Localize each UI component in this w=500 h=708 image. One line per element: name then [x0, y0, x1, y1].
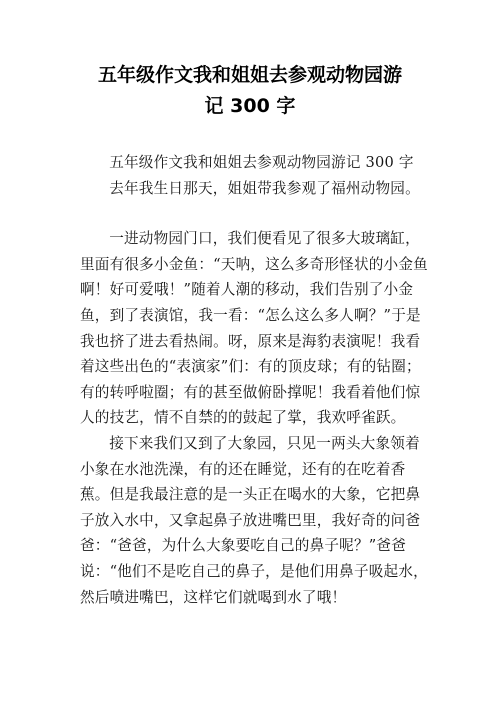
paragraph-entrance: 一进动物园门口，我们便看见了很多大玻璃缸，里面有很多小金鱼：“天呐，这么多奇形怪状的小金鱼啊！好可爱哦！”随着人潮的移动，我们告别了小金鱼，到了表演馆，我一看：“怎么这么多人啊？”于是我也挤了进去看热闹。呀，原来是海豹表演呢！我看着这些出色的“表演家”们：有的顶皮球；有的钻圈；有的转呼啦圈；有的甚至做俯卧撑呢！我看着他们惊人的技艺，情不自禁的的鼓起了掌，我欢呼雀跃。	[80, 230, 428, 427]
document-title	[60, 60, 440, 122]
paragraph-elephants: 接下来我们又到了大象园，只见一两头大象领着小象在水池洗澡，有的还在睡觉，还有的在吃着香蕉。但是我最注意的是一头正在喝水的大象，它把鼻子放入水中，又拿起鼻子放进嘴巴里，我好奇的问爸爸：“爸爸，为什么大象要吃自己的鼻子呢？”爸爸说：“他们不是吃自己的鼻子，是他们用鼻子吸起水，然后喷进嘴巴，这样它们就喝到水了哦！	[80, 434, 428, 606]
document-body	[80, 150, 432, 610]
paragraph-heading: 五年级作文我和姐姐去参观动物园游记 300 字	[109, 154, 414, 171]
paragraph-intro: 去年我生日那天，姐姐带我参观了福州动物园。	[109, 179, 420, 197]
title-line-2: 记 300 字	[204, 95, 296, 117]
title-line-1: 五年级作文我和姐姐去参观动物园游	[97, 64, 402, 86]
